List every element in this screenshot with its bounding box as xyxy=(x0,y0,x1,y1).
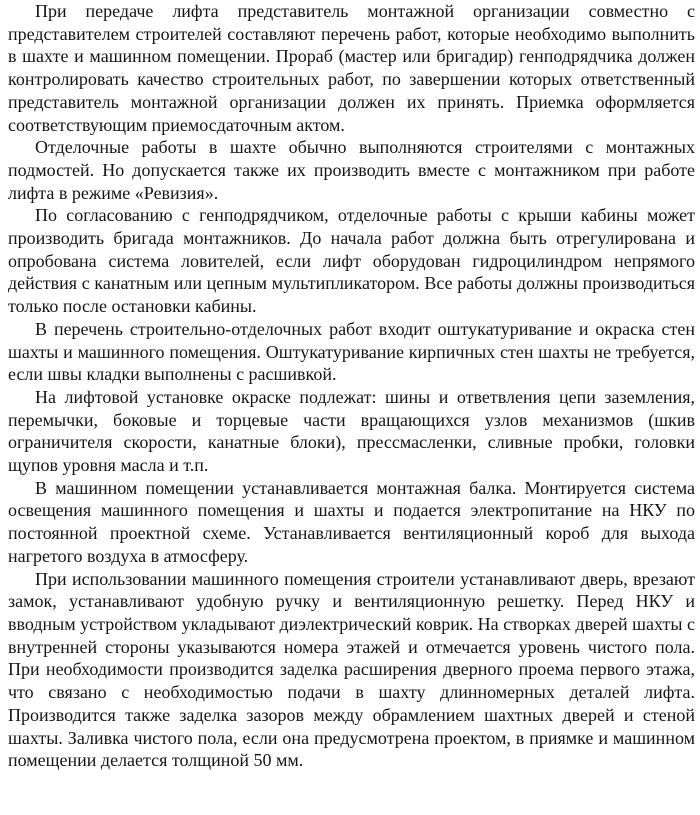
paragraph-cabin-roof-works: По согласованию с генподрядчиком, отделочные работы с крыши кабины может производить бригада монтажников. До начала работ должна быть отрегулирована и опробована система ловителей, если лифт оборудован гидроцилиндром непрямого действия с канатным или цепным мультипликатором. Все работы должны производиться только после остановки кабины. xyxy=(8,205,695,317)
paragraph-machine-room-door: При использовании машинного помещения строители устанавливают дверь, врезают замок, устанавливают удобную ручку и вентиляционную решетку. Перед НКУ и вводным устройством укладывают диэлектрический коврик. На створках дверей шахты с внутренней стороны указываются номера этажей и отмечается уровень чистого пола. При необходимости производится заделка расширения дверного проема первого этажа, что связано с необходимостью подачи в шахту длинномерных деталей лифта. Производится также заделка зазоров между обрамлением шахтных дверей и стеной шахты. Заливка чистого пола, если она предусмотрена проектом, в приямке и машинном помещении делается толщиной 50 мм. xyxy=(8,568,695,771)
paragraph-shaft-finishing: Отделочные работы в шахте обычно выполняются строителями с монтажных подмостей. Но допускается также их производить вместе с монтажником при работе лифта в режиме «Ревизия». xyxy=(8,137,695,203)
paragraph-plastering: В перечень строительно-отделочных работ входит оштукатуривание и окраска стен шахты и машинного помещения. Оштукатуривание кирпичных стен шахты не требуется, если швы кладки выполнены с расшивкой. xyxy=(8,318,695,385)
paragraph-machine-room-setup: В машинном помещении устанавливается монтажная балка. Монтируется система освещения машинного помещения и шахты и подается электропитание на НКУ по постоянной проектной схеме. Устанавливается вентиляционный короб для выхода нагретого воздуха в атмосферу. xyxy=(8,477,695,566)
paragraph-painting: На лифтовой установке окраске подлежат: шины и ответвления цепи заземления, перемычки, боковые и торцевые части вращающихся узлов механизмов (шкив ограничителя скорости, канатные блоки), прессмасленки, сливные пробки, головки щупов уровня масла и т.п. xyxy=(8,386,695,476)
paragraph-acceptance: При передаче лифта представитель монтажной организации совместно с представителем строителей составляют перечень работ, которые необходимо выполнить в шахте и машинном помещении. Прораб (мастер или бригадир) генподрядчика должен контролировать качество строительных работ, по завершении которых ответственный представитель монтажной организации должен их принять. Приемка оформляется соответствующим приемосдаточным актом. xyxy=(8,1,695,135)
